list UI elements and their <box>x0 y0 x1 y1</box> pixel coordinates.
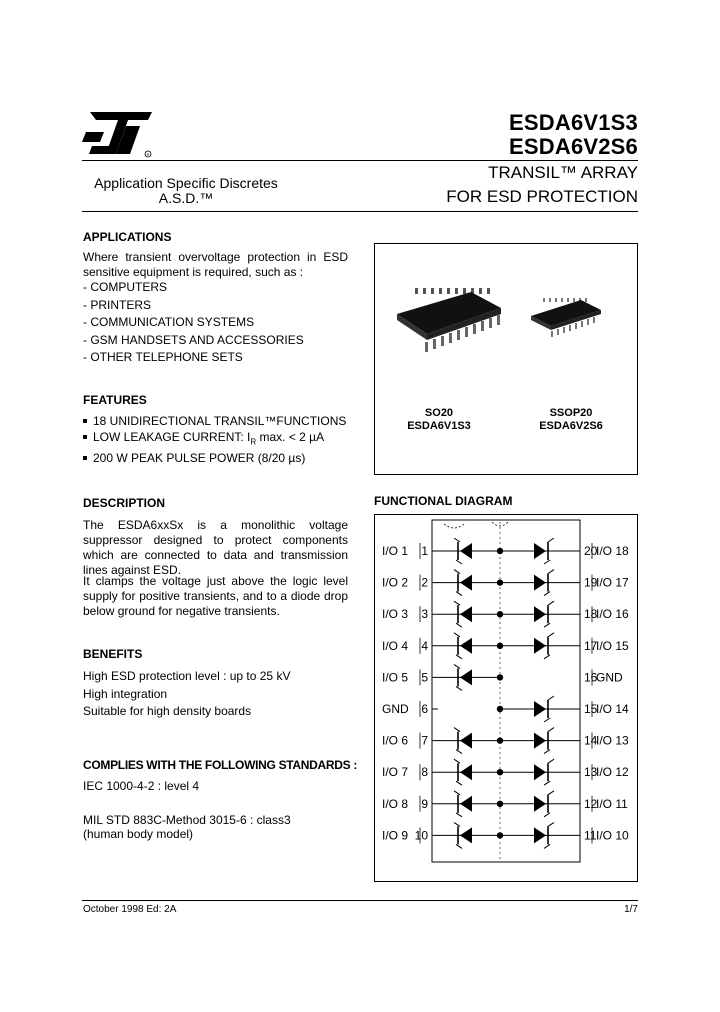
pin-label-left: I/O 6 <box>382 733 409 748</box>
diode-symbol <box>534 606 546 622</box>
pin-number-left: 10 <box>414 828 428 843</box>
pin-number-left: 7 <box>421 733 428 748</box>
pin-number-right: 15 <box>584 702 598 716</box>
pin-label-right: I/O 10 <box>596 828 629 843</box>
junction-dot <box>497 643 503 649</box>
pin-label-left: I/O 3 <box>382 607 409 622</box>
pin-number-right: 12 <box>584 796 598 811</box>
junction-dot <box>497 737 503 743</box>
diode-tick <box>544 813 550 817</box>
benefits-title: BENEFITS <box>83 647 143 661</box>
diode-tick <box>456 844 462 848</box>
diode-tick <box>544 623 550 627</box>
pin-number-right: 13 <box>584 765 598 780</box>
diode-tick <box>454 601 460 605</box>
diode-tick <box>456 686 462 690</box>
pin-label-right: I/O 13 <box>596 733 629 748</box>
junction-dot <box>497 769 503 775</box>
junction-dot <box>497 706 503 712</box>
diode-tick <box>456 813 462 817</box>
list-item: Suitable for high density boards <box>83 704 252 718</box>
diode-symbol <box>534 764 546 780</box>
footer-page: 1/7 <box>624 904 638 915</box>
list-item: - OTHER TELEPHONE SETS <box>83 350 243 364</box>
diode-symbol <box>534 638 546 654</box>
diode-tick <box>454 728 460 732</box>
category-label <box>86 176 286 206</box>
diode-tick <box>544 750 550 754</box>
diode-tick <box>454 633 460 637</box>
features-list <box>83 413 346 466</box>
pin-number-left: 5 <box>421 670 428 685</box>
pin-number-right: 11 <box>584 828 597 843</box>
package-label-ssop20 <box>511 407 631 433</box>
pin-number-right: 14 <box>584 733 598 748</box>
diode-symbol <box>534 543 546 559</box>
part-number-1: ESDA6V1S3 <box>509 110 638 135</box>
diode-symbol <box>534 796 546 812</box>
svg-text:R: R <box>146 152 150 157</box>
pin-number-right: 16 <box>584 670 598 685</box>
pin-label-left: I/O 8 <box>382 796 409 811</box>
pin-label-right: I/O 18 <box>596 544 629 558</box>
diode-symbol <box>460 796 472 812</box>
diode-tick <box>454 791 460 795</box>
diode-tick <box>454 664 460 668</box>
category-line-1: Application Specific Discretes <box>94 175 278 191</box>
list-item: 200 W PEAK PULSE POWER (8/20 µs) <box>83 450 346 466</box>
diode-tick <box>454 538 460 542</box>
pin-label-right: I/O 11 <box>596 796 628 811</box>
pin-number-right: 19 <box>584 575 598 590</box>
pin-label-left: I/O 9 <box>382 828 409 843</box>
junction-dot <box>497 548 503 554</box>
functional-diagram <box>374 514 638 882</box>
junction-dot <box>497 801 503 807</box>
diode-tick <box>454 822 460 826</box>
junction-dot <box>497 832 503 838</box>
diode-tick <box>544 844 550 848</box>
diode-tick <box>456 781 462 785</box>
diode-tick <box>454 759 460 763</box>
pin-label-left: I/O 4 <box>382 638 409 653</box>
diode-symbol <box>534 701 546 717</box>
diode-symbol <box>460 669 472 685</box>
standard-iec: IEC 1000-4-2 : level 4 <box>83 779 200 793</box>
features-title: FEATURES <box>83 393 147 407</box>
diode-tick <box>544 781 550 785</box>
footer-rule <box>82 900 638 901</box>
so20-package-image <box>383 284 513 364</box>
diode-tick <box>548 570 554 574</box>
diode-symbol <box>460 764 472 780</box>
diode-symbol <box>460 575 472 591</box>
package-name: SSOP20 <box>549 407 593 419</box>
diode-symbol <box>460 733 472 749</box>
pin-number-right: 17 <box>584 638 598 653</box>
diode-tick <box>544 560 550 564</box>
category-line-2: A.S.D.™ <box>158 190 214 206</box>
leakage-subscript: R <box>250 437 257 447</box>
pin-label-right: GND <box>596 670 623 685</box>
diode-tick <box>548 791 554 795</box>
list-item: - COMPUTERS <box>83 280 167 294</box>
diode-tick <box>544 655 550 659</box>
description-para-1: The ESDA6xxSx is a monolithic voltage suppressor designed to protect components which are connected to data and transmission lines against ESD. <box>83 518 348 577</box>
diode-symbol <box>534 733 546 749</box>
list-item: - PRINTERS <box>83 297 152 312</box>
standards-title: COMPLIES WITH THE FOLLOWING STANDARDS : <box>83 758 358 772</box>
part-number-2: ESDA6V2S6 <box>509 134 638 159</box>
pin-label-right: I/O 12 <box>596 765 629 780</box>
diode-symbol <box>460 543 472 559</box>
diode-tick <box>456 623 462 627</box>
package-part: ESDA6V2S6 <box>539 420 603 432</box>
pin-number-left: 1 <box>421 544 428 558</box>
category-rule <box>82 211 638 212</box>
decor-arc <box>444 524 464 528</box>
package-name: SO20 <box>424 407 454 419</box>
package-part: ESDA6V1S3 <box>407 420 471 432</box>
list-item: - GSM HANDSETS AND ACCESSORIES <box>83 332 304 347</box>
diode-tick <box>456 655 462 659</box>
pin-number-left: 4 <box>421 638 428 653</box>
pin-label-left: I/O 2 <box>382 575 409 590</box>
diode-symbol <box>460 606 472 622</box>
junction-dot <box>497 611 503 617</box>
diode-tick <box>544 592 550 596</box>
package-box <box>374 243 638 475</box>
diode-tick <box>548 822 554 826</box>
pin-label-right: I/O 17 <box>596 575 629 590</box>
applications-intro: Where transient overvoltage protection in ESD sensitive equipment is required, such as : <box>83 250 348 279</box>
chip-outline <box>432 520 580 862</box>
description-title: DESCRIPTION <box>83 496 166 510</box>
diode-tick <box>456 592 462 596</box>
list-item: 18 UNIDIRECTIONAL TRANSIL™FUNCTIONS <box>83 413 346 429</box>
diode-tick <box>456 750 462 754</box>
pin-label-right: I/O 15 <box>596 638 629 653</box>
pin-number-right: 18 <box>584 607 598 622</box>
leakage-label: LOW LEAKAGE CURRENT: I <box>93 430 251 444</box>
standard-mil-note: (human body model) <box>83 827 194 841</box>
standard-mil: MIL STD 883C-Method 3015-6 : class3 <box>83 813 291 827</box>
pin-label-right: I/O 14 <box>596 702 629 716</box>
list-item: - COMMUNICATION SYSTEMS <box>83 315 255 329</box>
pin-number-left: 3 <box>421 607 428 622</box>
pin-label-left: I/O 7 <box>382 765 409 780</box>
st-logo <box>82 108 154 160</box>
diode-tick <box>544 718 550 722</box>
package-label-so20 <box>379 407 499 433</box>
diode-tick <box>548 696 554 700</box>
applications-list <box>83 279 304 367</box>
functional-diagram-title: FUNCTIONAL DIAGRAM <box>374 494 513 508</box>
diode-tick <box>548 728 554 732</box>
applications-title: APPLICATIONS <box>83 230 172 244</box>
subtitle-line-2: FOR ESD PROTECTION <box>446 187 638 206</box>
list-item: High ESD protection level : up to 25 kV <box>83 669 291 683</box>
diode-tick <box>548 633 554 637</box>
diode-tick <box>456 560 462 564</box>
diode-tick <box>548 538 554 542</box>
leakage-value: max. < 2 µA <box>256 430 325 444</box>
diode-symbol <box>534 827 546 843</box>
benefits-list <box>83 668 290 721</box>
pin-label-right: I/O 16 <box>596 607 629 622</box>
list-item <box>83 429 346 450</box>
description-para-2: It clamps the voltage just above the logic level supply for positive transients, and to a diode drop below ground for negative transients. <box>83 574 348 618</box>
diode-symbol <box>534 575 546 591</box>
header-rule <box>82 160 638 161</box>
diode-symbol <box>460 827 472 843</box>
junction-dot <box>497 579 503 585</box>
footer-date: October 1998 Ed: 2A <box>83 904 177 915</box>
pin-number-right: 20 <box>584 544 598 558</box>
ssop20-package-image <box>525 294 605 344</box>
diode-tick <box>454 570 460 574</box>
pin-number-left: 6 <box>421 702 428 716</box>
pin-label-left: I/O 1 <box>382 544 409 558</box>
pin-label-left: GND <box>382 702 409 716</box>
diode-tick <box>548 601 554 605</box>
diode-symbol <box>460 638 472 654</box>
subtitle-line-1: TRANSIL™ ARRAY <box>488 163 638 182</box>
junction-dot <box>497 674 503 680</box>
list-item: High integration <box>83 686 168 701</box>
diode-tick <box>548 759 554 763</box>
pin-number-left: 2 <box>421 575 428 590</box>
pin-number-left: 9 <box>421 796 428 811</box>
pin-label-left: I/O 5 <box>382 670 409 685</box>
pin-number-left: 8 <box>421 765 428 780</box>
